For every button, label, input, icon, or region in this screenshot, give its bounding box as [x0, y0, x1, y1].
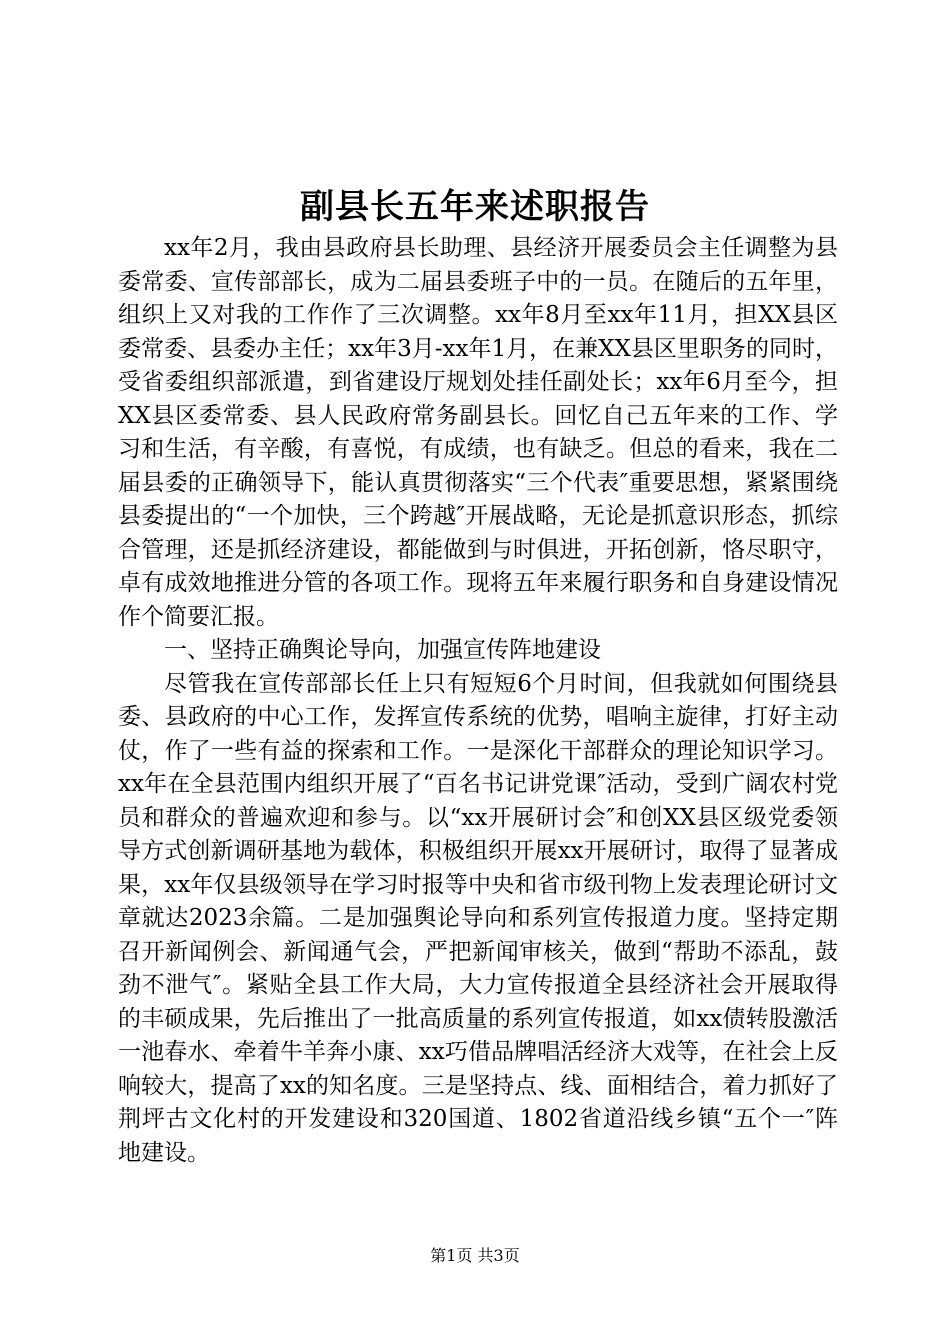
section-heading-1: 一、坚持正确舆论导向，加强宣传阵地建设	[164, 637, 601, 663]
document-title: 副县长五年来述职报告	[300, 187, 650, 227]
body-paragraph-intro: xx年2月，我由县政府县长助理、县经济开展委员会主任调整为县委常委、宣传部部长，成为二届县委班子中的一员。在随后的五年里，组织上又对我的工作作了三次调整。xx年8月至xx年11月，担XX县区委常委、县委办主任；xx年3月-xx年1月，在兼XX县区里职务的同时，受省委组织部派遣，到省建设厅规划处挂任副处长；xx年6月至今，担XX县区委常委、县人民政府常务副县长。回忆自己五年来的工作、学习和生活，有辛酸，有喜悦，有成绩，也有缺乏。但总的看来，我在二届县委的正确领导下，能认真贯彻落实“三个代表″重要思想，紧紧围绕县委提出的“一个加快，三个跨越″开展战略，无论是抓意识形态，抓综合管理，还是抓经济建设，都能做到与时俱进，开拓创新，恪尽职守，卓有成效地推进分管的各项工作。现将五年来履行职务和自身建设情况作个简要汇报。	[118, 235, 838, 630]
page-footer: 第1页 共3页	[430, 1246, 520, 1265]
document-body	[118, 232, 838, 1170]
body-paragraph-section-1: 尽管我在宣传部部长任上只有短短6个月时间，但我就如何围绕县委、县政府的中心工作，发挥宣传系统的优势，唱响主旋律，打好主动仗，作了一些有益的探索和工作。一是深化干部群众的理论知识学习。xx年在全县范围内组织开展了“百名书记讲党课″活动，受到广阔农村党员和群众的普遍欢迎和参与。以“xx开展研讨会″和创XX县区级党委领导方式创新调研基地为载体，积极组织开展xx开展研讨，取得了显著成果，xx年仅县级领导在学习时报等中央和省市级刊物上发表理论研讨文章就达2023余篇。二是加强舆论导向和系列宣传报道力度。坚持定期召开新闻例会、新闻通气会，严把新闻审核关，做到“帮助不添乱，鼓劲不泄气″。紧贴全县工作大局，大力宣传报道全县经济社会开展取得的丰硕成果，先后推出了一批高质量的系列宣传报道，如xx债转股激活一池春水、牵着牛羊奔小康、xx巧借品牌唱活经济大戏等，在社会上反响较大，提高了xx的知名度。三是坚持点、线、面相结合，着力抓好了荆坪古文化村的开发建设和320国道、1802省道沿线乡镇“五个一″阵地建设。	[118, 670, 838, 1166]
